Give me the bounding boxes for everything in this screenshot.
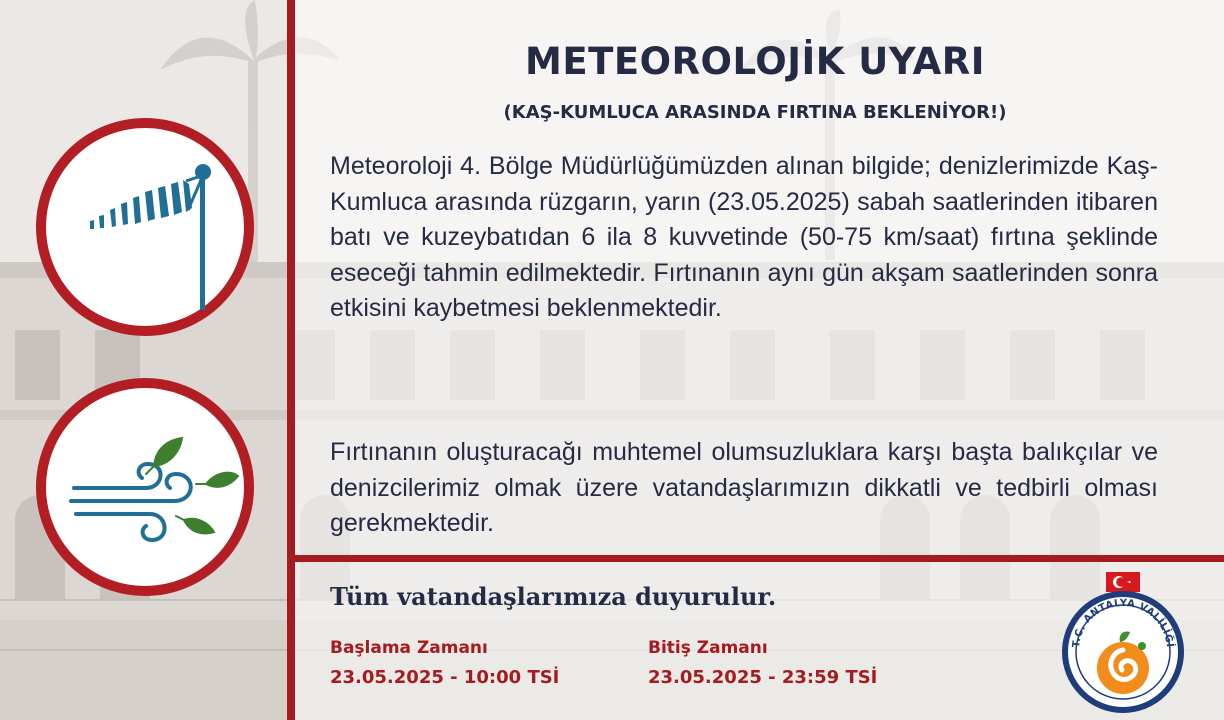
windsock-icon (46, 128, 244, 326)
wind-leaves-icon (46, 388, 244, 586)
page-title: METEOROLOJİK UYARI (525, 40, 985, 83)
antalya-valiligi-logo (1058, 570, 1188, 715)
windsock-circle (36, 118, 254, 336)
advice-paragraph: Fırtınanın oluşturacağı muhtemel olumsuzluklara karşı başta balıkçılar ve denizcilerimiz olmak üzere vatandaşlarımızın dikkatli ve tedbirli olması gerekmektedir. (330, 438, 1158, 537)
wind-leaves-circle (36, 378, 254, 596)
start-time-value: 23.05.2025 - 10:00 TSİ (330, 667, 560, 688)
page-subtitle: (KAŞ-KUMLUCA ARASINDA FIRTINA BEKLENİYOR!) (503, 102, 1007, 123)
horizontal-divider (295, 555, 1224, 562)
svg-text:T.C. ANTALYA VALİLİĞİ: T.C. ANTALYA VALİLİĞİ (1071, 597, 1175, 649)
end-time-value: 23.05.2025 - 23:59 TSİ (648, 667, 878, 688)
vertical-divider (287, 0, 295, 720)
warning-paragraph: Meteoroloji 4. Bölge Müdürlüğümüzden alınan bilgide; denizlerimizde Kaş-Kumluca arasında rüzgarın, yarın (23.05.2025) sabah saatlerinden itibaren batı ve kuzeybatıdan 6 ila 8 kuvvetinde (50-75 km/saat) fırtına şeklinde eseceği tahmin edilmektedir. Fırtınanın aynı gün akşam saatlerinden sonra etkisini kaybetmesi beklenmektedir. (330, 152, 1158, 322)
end-time-label: Bitiş Zamanı (648, 638, 768, 658)
start-time-label: Başlama Zamanı (330, 638, 488, 658)
announcement-text: Tüm vatandaşlarımıza duyurulur. (330, 582, 777, 611)
